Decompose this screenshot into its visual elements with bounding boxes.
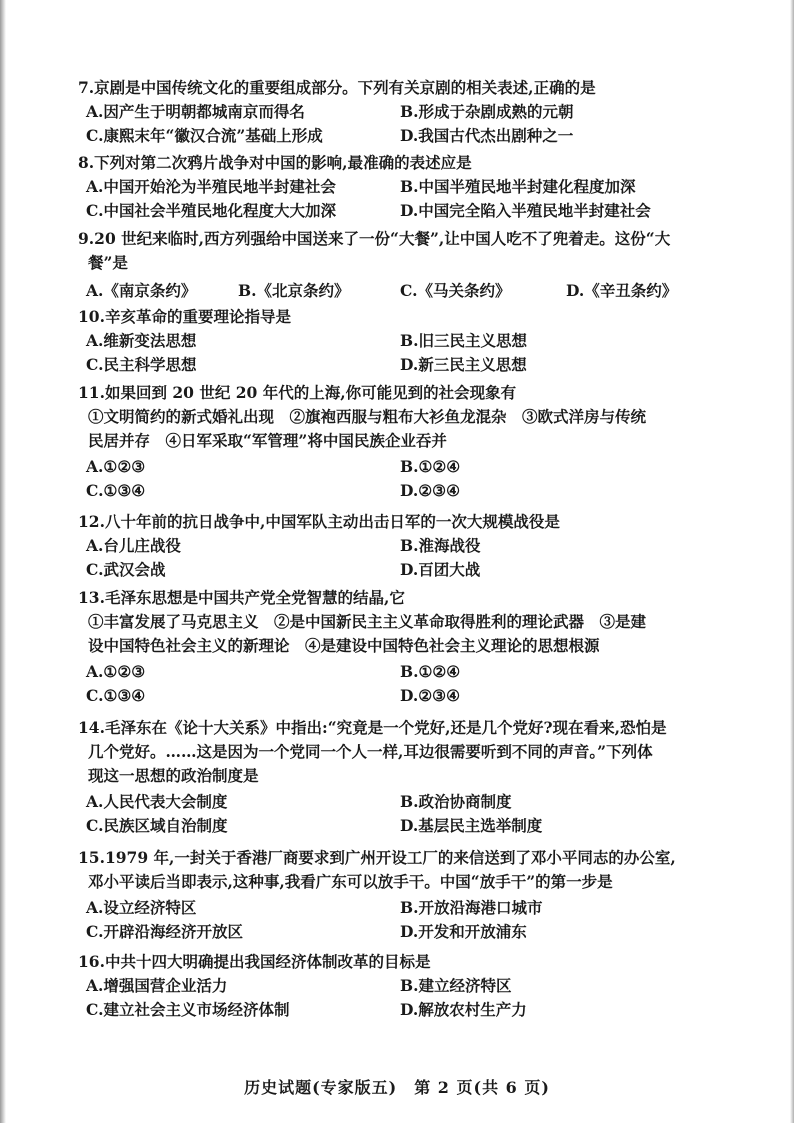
option-d: D.我国古代杰出剧种之一 xyxy=(400,126,574,145)
option-a: A.①②③ xyxy=(86,662,146,681)
question-stem: 10.辛亥革命的重要理论指导是 xyxy=(78,307,291,326)
option-c: C.建立社会主义市场经济体制 xyxy=(86,1000,290,1019)
option-d: D.基层民主选举制度 xyxy=(400,816,543,835)
option-c: C.《马关条约》 xyxy=(400,281,511,300)
question-stem: 7.京剧是中国传统文化的重要组成部分。下列有关京剧的相关表述,正确的是 xyxy=(78,78,596,97)
question-12 xyxy=(78,510,728,582)
question-10 xyxy=(78,305,728,377)
question-16 xyxy=(78,950,728,1022)
option-a: A.维新变法思想 xyxy=(86,331,197,350)
option-a: A.人民代表大会制度 xyxy=(86,792,228,811)
option-d: D.百团大战 xyxy=(400,560,481,579)
option-d: D.②③④ xyxy=(400,686,460,705)
question-11 xyxy=(78,381,728,503)
option-b: B.建立经济特区 xyxy=(400,976,512,995)
option-b: B.①②④ xyxy=(400,662,461,681)
option-a: A.增强国营企业活力 xyxy=(86,976,228,995)
option-b: B.《北京条约》 xyxy=(238,281,350,300)
question-stem: 14.毛泽东在《论十大关系》中指出:“究竟是一个党好,还是几个党好?现在看来,恐怕是 xyxy=(78,718,667,737)
option-b: B.淮海战役 xyxy=(400,536,481,555)
option-a: A.《南京条约》 xyxy=(86,281,197,300)
option-a: A.台儿庄战役 xyxy=(86,536,181,555)
option-c: C.开辟沿海经济开放区 xyxy=(86,922,243,941)
option-c: C.民主科学思想 xyxy=(86,355,197,374)
option-a: A.设立经济特区 xyxy=(86,898,197,917)
question-9 xyxy=(78,227,728,303)
question-stem: 9.20 世纪来临时,西方列强给中国送来了一份“大餐”,让中国人吃不了兜着走。这份“大 xyxy=(78,229,671,248)
question-15 xyxy=(78,846,728,944)
question-stem-cont: 邓小平读后当即表示,这种事,我看广东可以放手干。中国“放手干”的第一步是 xyxy=(88,872,613,891)
statement-list: ①丰富发展了马克思主义 ②是中国新民主主义革命取得胜利的理论武器 ③是建 xyxy=(88,612,647,631)
statement-list: ①文明简约的新式婚礼出现 ②旗袍西服与粗布大衫鱼龙混杂 ③欧式洋房与传统 xyxy=(88,407,647,426)
question-stem: 12.八十年前的抗日战争中,中国军队主动出击日军的一次大规模战役是 xyxy=(78,512,560,531)
option-b: B.开放沿海港口城市 xyxy=(400,898,543,917)
option-c: C.武汉会战 xyxy=(86,560,166,579)
option-b: B.①②④ xyxy=(400,457,461,476)
question-14 xyxy=(78,716,728,838)
option-c: C.民族区域自治制度 xyxy=(86,816,228,835)
question-stem-cont: 餐”是 xyxy=(88,253,128,272)
question-13 xyxy=(78,586,728,708)
page-footer: 历史试题(专家版五) 第 2 页(共 6 页) xyxy=(244,1078,550,1097)
option-b: B.形成于杂剧成熟的元朝 xyxy=(400,102,574,121)
option-d: D.《辛丑条约》 xyxy=(566,281,678,300)
statement-list-cont: 设中国特色社会主义的新理论 ④是建设中国特色社会主义理论的思想根源 xyxy=(88,636,600,655)
option-d: D.开发和开放浦东 xyxy=(400,922,527,941)
question-stem-cont: 几个党好。……这是因为一个党同一个人一样,耳边很需要听到不同的声音。”下列体 xyxy=(88,742,653,761)
statement-list-cont: 民居并存 ④日军采取“军管理”将中国民族企业吞并 xyxy=(88,431,447,450)
option-c: C.康熙末年“徽汉合流”基础上形成 xyxy=(86,126,323,145)
question-stem: 13.毛泽东思想是中国共产党全党智慧的结晶,它 xyxy=(78,588,405,607)
question-stem: 16.中共十四大明确提出我国经济体制改革的目标是 xyxy=(78,952,431,971)
option-c: C.①③④ xyxy=(86,686,146,705)
scan-edge-right xyxy=(790,0,794,1123)
option-c: C.①③④ xyxy=(86,481,146,500)
question-stem: 8.下列对第二次鸦片战争对中国的影响,最准确的表述应是 xyxy=(78,153,472,172)
question-7 xyxy=(78,76,728,148)
question-stem: 11.如果回到 20 世纪 20 年代的上海,你可能见到的社会现象有 xyxy=(78,383,517,402)
option-d: D.②③④ xyxy=(400,481,460,500)
option-b: B.政治协商制度 xyxy=(400,792,512,811)
option-a: A.因产生于明朝都城南京而得名 xyxy=(86,102,305,121)
question-stem: 15.1979 年,一封关于香港厂商要求到广州开设工厂的来信送到了邓小平同志的办公室, xyxy=(78,848,676,867)
option-b: B.旧三民主义思想 xyxy=(400,331,527,350)
question-stem-cont: 现这一思想的政治制度是 xyxy=(88,766,259,785)
option-b: B.中国半殖民地半封建化程度加深 xyxy=(400,177,636,196)
option-d: D.解放农村生产力 xyxy=(400,1000,527,1019)
option-d: D.中国完全陷入半殖民地半封建社会 xyxy=(400,201,651,220)
option-d: D.新三民主义思想 xyxy=(400,355,527,374)
option-a: A.①②③ xyxy=(86,457,146,476)
option-c: C.中国社会半殖民地化程度大大加深 xyxy=(86,201,336,220)
option-a: A.中国开始沦为半殖民地半封建社会 xyxy=(86,177,336,196)
question-8 xyxy=(78,151,728,223)
scan-edge-left xyxy=(0,0,6,1123)
